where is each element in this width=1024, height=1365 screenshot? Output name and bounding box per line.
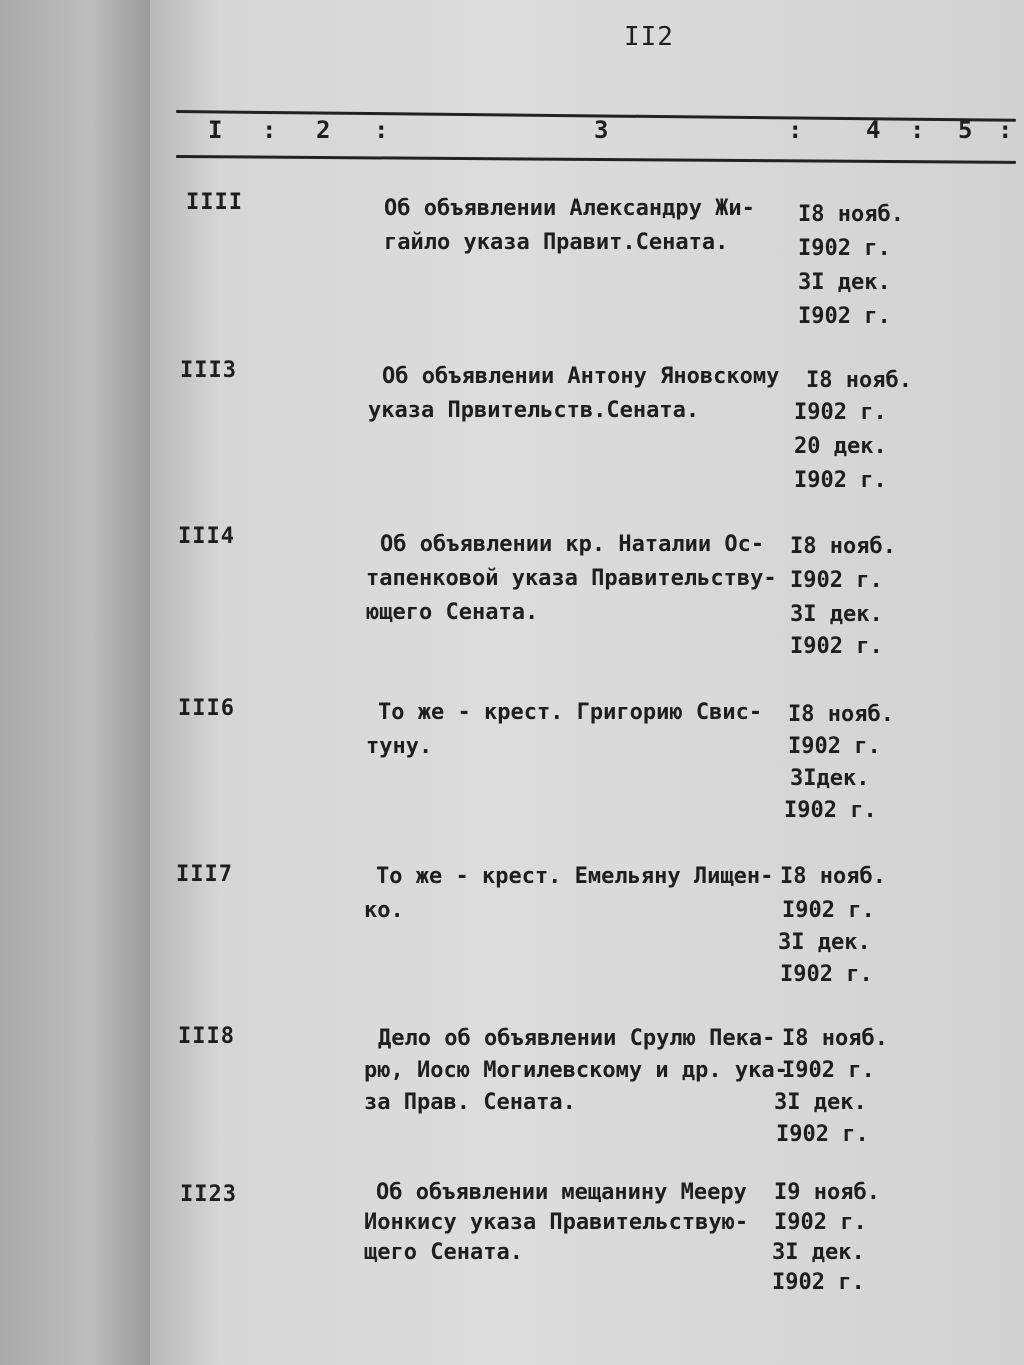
entry-date-start-year: I902 г. — [798, 236, 891, 261]
column-header-5: 5 — [958, 116, 973, 144]
entry-number: III4 — [178, 524, 235, 549]
entry-date-end-year: I902 г. — [784, 798, 877, 823]
entry-description-line: туну. — [366, 734, 433, 759]
entry-number: III6 — [178, 696, 235, 721]
entry-number: III8 — [178, 1024, 235, 1049]
entry-number: IIII — [186, 190, 243, 215]
entry-description-line: Ионкису указа Правительствую- — [364, 1210, 749, 1235]
entry-date-end: 3I дек. — [772, 1240, 865, 1265]
page-number: II2 — [624, 22, 674, 52]
entry-date-start-year: I902 г. — [782, 898, 875, 923]
facing-page-edge — [0, 0, 150, 1365]
entry-number: III3 — [180, 358, 237, 383]
entry-description-line: ко. — [364, 898, 404, 923]
column-header-3: 3 — [594, 116, 609, 144]
entry-date-end-year: I902 г. — [790, 634, 883, 659]
column-header-4: 4 — [866, 116, 881, 144]
entry-number: II23 — [180, 1182, 237, 1207]
entry-description-line: гайло указа Правит.Сената. — [384, 230, 729, 255]
entry-description-line: указа Првительств.Сената. — [368, 398, 700, 423]
entry-description-line: То же - крест. Емельяну Лищен- — [376, 864, 774, 889]
entry-date-start-year: I902 г. — [790, 568, 883, 593]
entry-date-start: I8 нояб. — [782, 1026, 888, 1051]
table-header — [0, 116, 1024, 152]
entry-date-end: 3I дек. — [798, 270, 891, 295]
entry-description-line: щего Сената. — [364, 1240, 523, 1265]
entry-description-line: Об объявлении кр. Наталии Ос- — [380, 532, 765, 557]
entry-date-end-year: I902 г. — [798, 304, 891, 329]
entry-date-start-year: I902 г. — [794, 400, 887, 425]
entry-date-start: I9 нояб. — [774, 1180, 880, 1205]
entry-description-line: Об объявлении мещанину Мееру — [376, 1180, 747, 1205]
column-separator: : — [374, 116, 389, 144]
column-separator: : — [788, 116, 803, 144]
entry-description-line: за Прав. Сената. — [364, 1090, 576, 1115]
entry-description-line: тапенковой указа Правительству- — [366, 566, 777, 591]
entry-date-end-year: I902 г. — [772, 1270, 865, 1295]
entry-description-line: Об объявлении Антону Яновскому — [382, 364, 780, 389]
column-separator: : — [262, 116, 277, 144]
entry-date-end-year: I902 г. — [794, 468, 887, 493]
column-separator: : — [910, 116, 925, 144]
entry-description-line: рю, Иосю Могилевскому и др. ука- — [364, 1058, 788, 1083]
entry-date-start: I8 нояб. — [788, 702, 894, 727]
entry-description-line: ющего Сената. — [366, 600, 539, 625]
entry-number: III7 — [176, 862, 233, 887]
entry-description-line: То же - крест. Григорию Свис- — [378, 700, 763, 725]
entry-date-start-year: I902 г. — [788, 734, 881, 759]
entry-date-start-year: I902 г. — [774, 1210, 867, 1235]
entry-date-end: 3I дек. — [778, 930, 871, 955]
entry-description-line: Об объявлении Александру Жи- — [384, 196, 755, 221]
entry-date-end: 3Iдек. — [790, 766, 870, 791]
column-separator: : — [998, 116, 1013, 144]
entry-date-end-year: I902 г. — [776, 1122, 869, 1147]
entry-date-end: 20 дек. — [794, 434, 887, 459]
entry-date-start: I8 нояб. — [790, 534, 896, 559]
entry-date-end: 3I дек. — [790, 602, 883, 627]
column-header-2: 2 — [316, 116, 331, 144]
entry-date-start: I8 нояб. — [798, 202, 904, 227]
entry-date-end: 3I дек. — [774, 1090, 867, 1115]
entry-date-start-year: I902 г. — [782, 1058, 875, 1083]
entry-date-start: I8 нояб. — [806, 368, 912, 393]
column-header-1: I — [208, 116, 223, 144]
entry-date-end-year: I902 г. — [780, 962, 873, 987]
entry-date-start: I8 нояб. — [780, 864, 886, 889]
entry-description-line: Дело об объявлении Срулю Пека- — [378, 1026, 776, 1051]
